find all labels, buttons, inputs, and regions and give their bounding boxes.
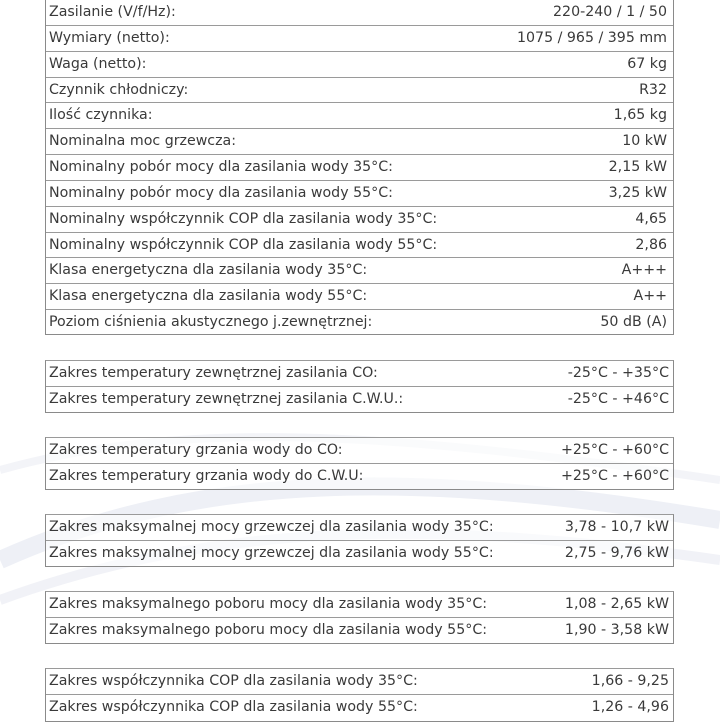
spec-label: Zakres współczynnika COP dla zasilania wody 55°C: bbox=[49, 698, 418, 715]
spec-label: Zakres maksymalnego poboru mocy dla zasilania wody 35°C: bbox=[49, 596, 488, 612]
spec-value: 1,26 - 4,96 bbox=[591, 698, 669, 715]
spec-row bbox=[46, 155, 673, 181]
spec-label: Zakres maksymalnego poboru mocy dla zasilania wody 55°C: bbox=[49, 621, 488, 638]
spec-label: Nominalny współczynnik COP dla zasilania wody 35°C: bbox=[49, 210, 438, 227]
spec-label: Zakres maksymalnej mocy grzewczej dla zasilania wody 55°C: bbox=[49, 544, 494, 561]
spec-label: Zakres temperatury zewnętrznej zasilania CO: bbox=[49, 365, 378, 381]
spec-value: -25°C - +35°C bbox=[567, 365, 669, 381]
spec-value: 3,25 kW bbox=[608, 184, 667, 201]
spec-label: Nominalny współczynnik COP dla zasilania wody 55°C: bbox=[49, 236, 438, 253]
spec-row bbox=[46, 181, 673, 207]
spec-value: A+++ bbox=[621, 262, 667, 279]
spec-row bbox=[46, 515, 673, 541]
spec-label: Waga (netto): bbox=[49, 55, 147, 72]
spec-label: Zakres maksymalnej mocy grzewczej dla zasilania wody 35°C: bbox=[49, 519, 494, 535]
spec-row bbox=[46, 258, 673, 284]
spec-label: Czynnik chłodniczy: bbox=[49, 81, 189, 98]
spec-value: -25°C - +46°C bbox=[567, 390, 669, 407]
spec-row bbox=[46, 310, 673, 336]
spec-label: Nominalny pobór mocy dla zasilania wody 35°C: bbox=[49, 159, 393, 176]
heating-capacity-range-table bbox=[45, 514, 674, 567]
spec-value: 2,86 bbox=[635, 236, 667, 253]
spec-value: R32 bbox=[639, 81, 667, 98]
spec-label: Zakres temperatury zewnętrznej zasilania C.W.U.: bbox=[49, 390, 404, 407]
spec-row bbox=[46, 103, 673, 129]
spec-value: 1,08 - 2,65 kW bbox=[564, 596, 669, 612]
spec-value: 1,65 kg bbox=[613, 107, 667, 124]
spec-row bbox=[46, 669, 673, 695]
spec-value: 67 kg bbox=[627, 55, 667, 72]
spec-label: Ilość czynnika: bbox=[49, 107, 153, 124]
spec-value: 220-240 / 1 / 50 bbox=[553, 4, 667, 20]
spec-row bbox=[46, 361, 673, 387]
spec-row bbox=[46, 695, 673, 721]
spec-row bbox=[46, 464, 673, 490]
spec-label: Nominalna moc grzewcza: bbox=[49, 133, 237, 150]
spec-value: +25°C - +60°C bbox=[560, 467, 669, 484]
spec-row bbox=[46, 618, 673, 644]
spec-value: 4,65 bbox=[635, 210, 667, 227]
spec-row bbox=[46, 52, 673, 78]
spec-row bbox=[46, 207, 673, 233]
water-range-table bbox=[45, 437, 674, 490]
spec-row bbox=[46, 592, 673, 618]
power-input-range-table bbox=[45, 591, 674, 644]
spec-label: Wymiary (netto): bbox=[49, 29, 170, 46]
spec-value: A++ bbox=[633, 288, 667, 305]
spec-label: Zakres temperatury grzania wody do CO: bbox=[49, 442, 343, 458]
spec-value: 3,78 - 10,7 kW bbox=[564, 519, 669, 535]
spec-row bbox=[46, 0, 673, 26]
spec-value: 1,66 - 9,25 bbox=[591, 673, 669, 689]
spec-row bbox=[46, 78, 673, 104]
spec-value: 1,90 - 3,58 kW bbox=[564, 621, 669, 638]
spec-row bbox=[46, 438, 673, 464]
cop-range-table bbox=[45, 668, 674, 722]
spec-value: 10 kW bbox=[622, 133, 667, 150]
spec-row bbox=[46, 284, 673, 310]
spec-label: Klasa energetyczna dla zasilania wody 35°C: bbox=[49, 262, 368, 279]
spec-row bbox=[46, 541, 673, 567]
spec-row bbox=[46, 129, 673, 155]
main-specs-table bbox=[45, 0, 674, 335]
spec-value: 1075 / 965 / 395 mm bbox=[516, 29, 667, 46]
spec-row bbox=[46, 233, 673, 259]
spec-value: 2,75 - 9,76 kW bbox=[564, 544, 669, 561]
spec-row bbox=[46, 387, 673, 413]
spec-row bbox=[46, 26, 673, 52]
spec-value: +25°C - +60°C bbox=[560, 442, 669, 458]
spec-value: 50 dB (A) bbox=[600, 314, 667, 331]
spec-label: Zakres współczynnika COP dla zasilania wody 35°C: bbox=[49, 673, 418, 689]
spec-label: Poziom ciśnienia akustycznego j.zewnętrznej: bbox=[49, 314, 373, 331]
spec-label: Zakres temperatury grzania wody do C.W.U: bbox=[49, 467, 364, 484]
spec-value: 2,15 kW bbox=[608, 159, 667, 176]
ambient-range-table bbox=[45, 360, 674, 413]
spec-label: Zasilanie (V/f/Hz): bbox=[49, 4, 176, 20]
spec-label: Klasa energetyczna dla zasilania wody 55°C: bbox=[49, 288, 368, 305]
spec-label: Nominalny pobór mocy dla zasilania wody 55°C: bbox=[49, 184, 393, 201]
